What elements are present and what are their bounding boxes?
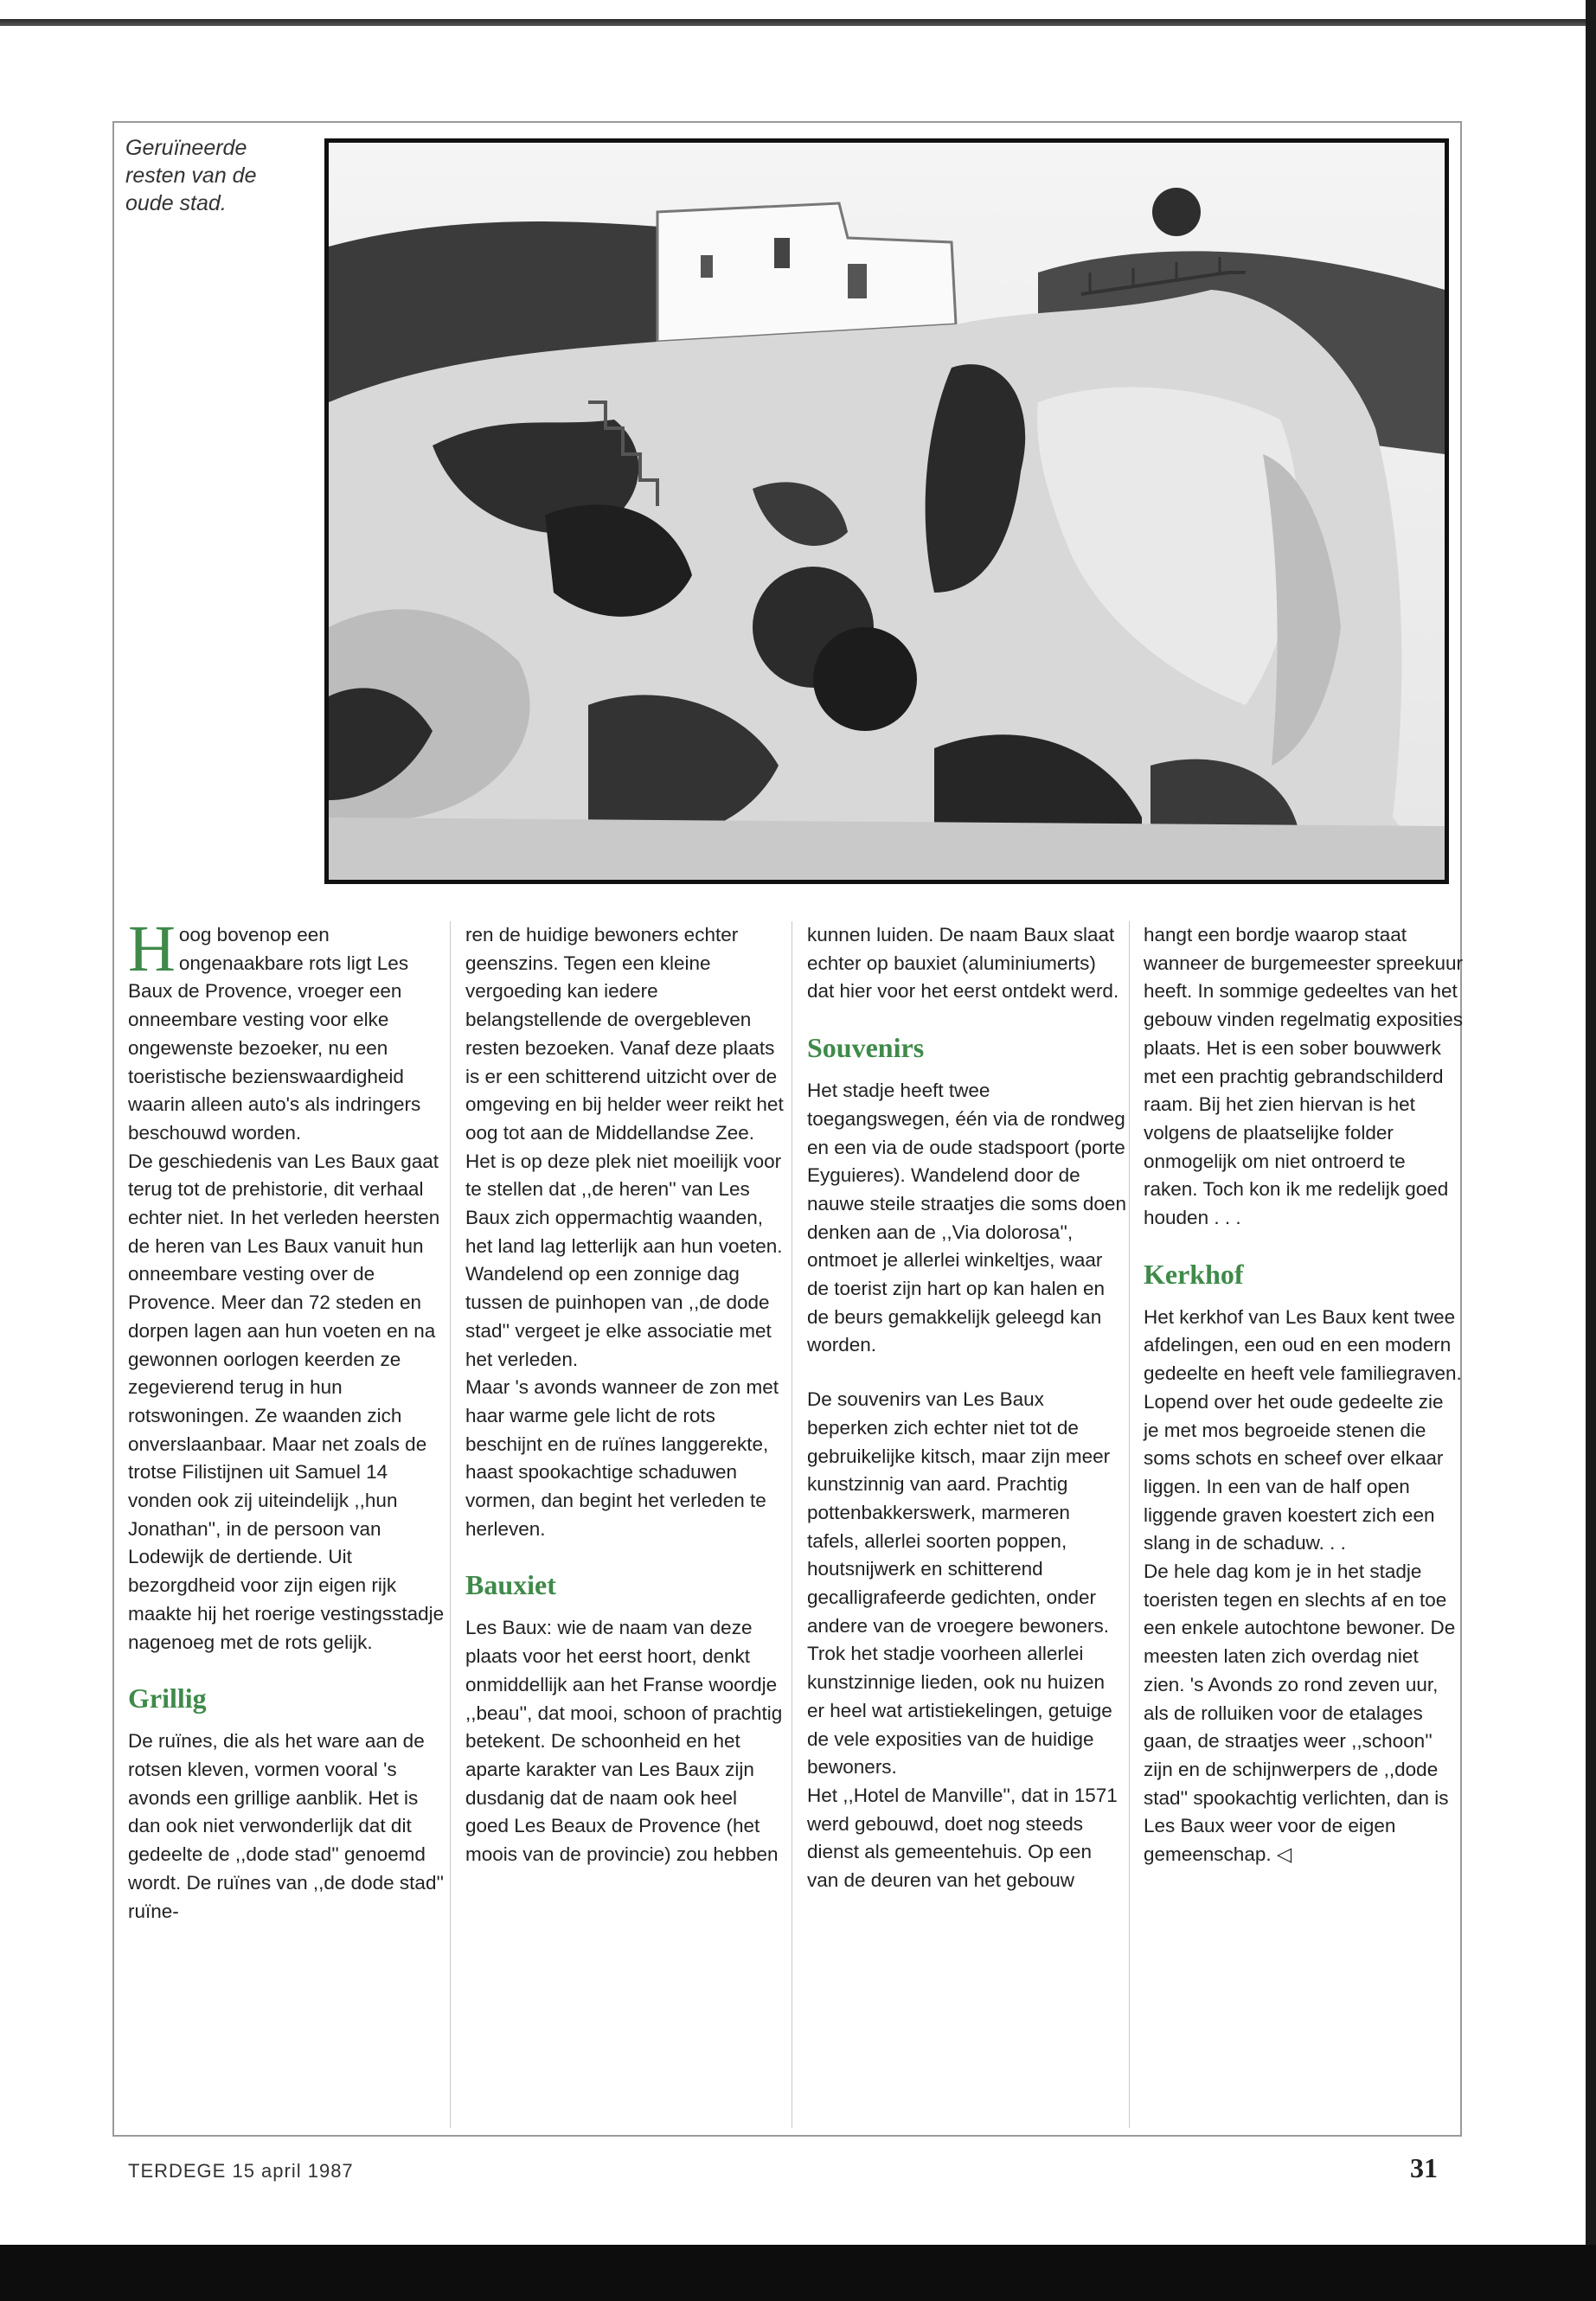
photo-illustration (329, 143, 1445, 880)
paragraph: kunnen luiden. De naam Baux slaat echter op bauxiet (aluminiumerts) dat hier voor het eerst ontdekt werd. (807, 924, 1119, 1003)
paragraph: Les Baux: wie de naam van deze plaats voor het eerst hoort, denkt onmiddellijk aan het Franse woordje ,,beau'', dat mooi, schoon of prachtig betekent. De schoonheid en het aparte karakter van Les Baux zijn dusdanig dat de naam ook heel goed Les Beaux de Provence (het moois van de provincie) zou hebben (465, 1617, 783, 1866)
paragraph: Het stadje heeft twee toegangswegen, één via de rondweg en een via de oude stadspoort (porte Eyguieres). Wandelend door de nauwe steile straatjes die soms doen denken aan de ,,Via dolorosa'', ontmoet je allerlei winkeltjes, waar de toerist zijn hart op kan halen en de beurs gemakkelijk geleegd kan worden. (807, 1080, 1126, 1356)
photo-caption: Geruïneerde resten van de oude stad. (125, 136, 257, 215)
drop-cap: H (128, 913, 176, 985)
paragraph: hangt een bordje waarop staat wanneer de burgemeester spreekuur heeft. In sommige gedeeltes van het gebouw vinden regelmatig exposities plaats. Het is een sober bouwwerk met een prachtig gebrandschilderd raam. Bij het zien hiervan is het volgens de plaatselijke folder onmogelijk om niet ontroerd te raken. Toch kon ik me redelijk goed houden . . . (1144, 924, 1463, 1229)
scan-edge-top (0, 19, 1596, 26)
paragraph: Het kerkhof van Les Baux kent twee afdelingen, een oud en een modern gedeelte en heeft vele familiegraven. Lopend over het oude gedeelte zie je met mos begroeide stenen die soms schots en scheef over elkaar liggen. In een van de half open liggende graven koestert zich een slang in de schaduw. . . (1144, 1305, 1462, 1554)
page-number: 31 (1410, 2152, 1438, 2183)
paragraph: De geschiedenis van Les Baux gaat terug tot de prehistorie, dit verhaal echter niet. In het verleden heersten de heren van Les Baux vanuit hun onneembare vesting over de Provence. Meer dan 72 steden en dorpen lagen aan hun voeten en na gewonnen oorlogen keerden ze zegevierend terug in hun rotswoningen. Ze waanden zich onverslaanbaar. Maar net zoals de trotse Filistijnen uit Samuel 14 vonden ook zij uiteindelijk ,,hun Jonathan'', in de persoon van Lodewijk de dertiende. Uit bezorgdheid voor zijn eigen rijk maakte hij het roerige vestingsstadje nagenoeg met de rots gelijk. (128, 1150, 445, 1653)
paragraph: Het ,,Hotel de Manville'', dat in 1571 werd gebouwd, doet nog steeds dienst als gemeentehuis. Op een van de deuren van het gebouw (807, 1784, 1118, 1892)
column-rule-1 (450, 921, 451, 2128)
frame-top-rule (112, 121, 1462, 123)
paragraph-gap (807, 1360, 1127, 1386)
section-heading-grillig: Grillig (128, 1682, 207, 1715)
paragraph: Maar 's avonds wanneer de zon met haar warme gele licht de rots beschijnt en de ruïnes langgerekte, haast spookachtige schaduwen vormen, dan begint het verleden te herleven. (465, 1376, 779, 1540)
article-column-1 (128, 913, 448, 1926)
section-heading-souvenirs: Souvenirs (807, 1032, 925, 1064)
article-column-4 (1144, 921, 1464, 1869)
paragraph: De ruïnes, die als het ware aan de rotsen kleven, vormen vooral 's avonds een grillige aanblik. Het is dan ook niet verwonderlijk dat dit gedeelte de ,,dode stad'' genoemd wordt. De ruïnes van ,,de dode stad'' ruïne- (128, 1730, 445, 1922)
paragraph: De souvenirs van Les Baux beperken zich echter niet tot de gebruikelijke kitsch, maar zijn meer kunstzinnig van aard. Prachtig pottenbakkerswerk, marmeren tafels, allerlei soorten poppen, houtsnijwerk en schitterend gecalligrafeerde gedichten, onder andere van de vroegere bewoners. Trok het stadje voorheen allerlei kunstzinnige lieden, ook nu huizen er heel wat artistiekelingen, getuige de vele exposities van de huidige bewoners. (807, 1388, 1112, 1779)
column-rule-3 (1129, 921, 1130, 2128)
section-heading-bauxiet: Bauxiet (465, 1569, 556, 1601)
frame-bottom-rule (112, 2135, 1462, 2137)
article-column-2 (465, 921, 785, 1869)
publication-footer: TERDEGE 15 april 1987 (128, 2160, 354, 2182)
paragraph: ren de huidige bewoners echter geenszins. Tegen een kleine vergoeding kan iedere belangstellende de overgebleven resten bezoeken. Vanaf deze plaats is er een schitterend uitzicht over de omgeving en bij helder weer reikt het oog tot aan de Middellandse Zee. Het is op deze plek niet moeilijk voor te stellen dat ,,de heren'' van Les Baux zich oppermachtig waanden, het land lag letterlijk aan hun voeten. Wandelend op een zonnige dag tussen de puinhopen van ,,de dode stad'' vergeet je elke associatie met het verleden. (465, 924, 784, 1370)
frame-left-rule (112, 121, 114, 2137)
ruined-castle-photo-icon (324, 138, 1449, 884)
section-heading-kerkhof: Kerkhof (1144, 1258, 1244, 1290)
scan-edge-right (1586, 0, 1596, 2301)
paragraph: De hele dag kom je in het stadje toeristen tegen en slechts af en toe een enkele autochtone bewoner. De meesten laten zich overdag niet zien. 's Avonds zo rond zeven uur, als de rolluiken voor de etalages gaan, de straatjes weer ,,schoon'' zijn en de schijnwerpers de ,,dode stad'' spookachtig verlichten, dan is Les Baux weer voor de eigen gemeenschap. ◁ (1144, 1561, 1456, 1866)
paragraph: oog bovenop een ongenaakbare rots ligt Les Baux de Provence, vroeger een onneembare vesting voor elke ongewenste bezoeker, nu een toeristische bezienswaardigheid waarin alleen auto's als indringers beschouwd worden. (128, 924, 421, 1144)
article-column-3 (807, 921, 1127, 1895)
scan-edge-bottom (0, 2245, 1596, 2301)
